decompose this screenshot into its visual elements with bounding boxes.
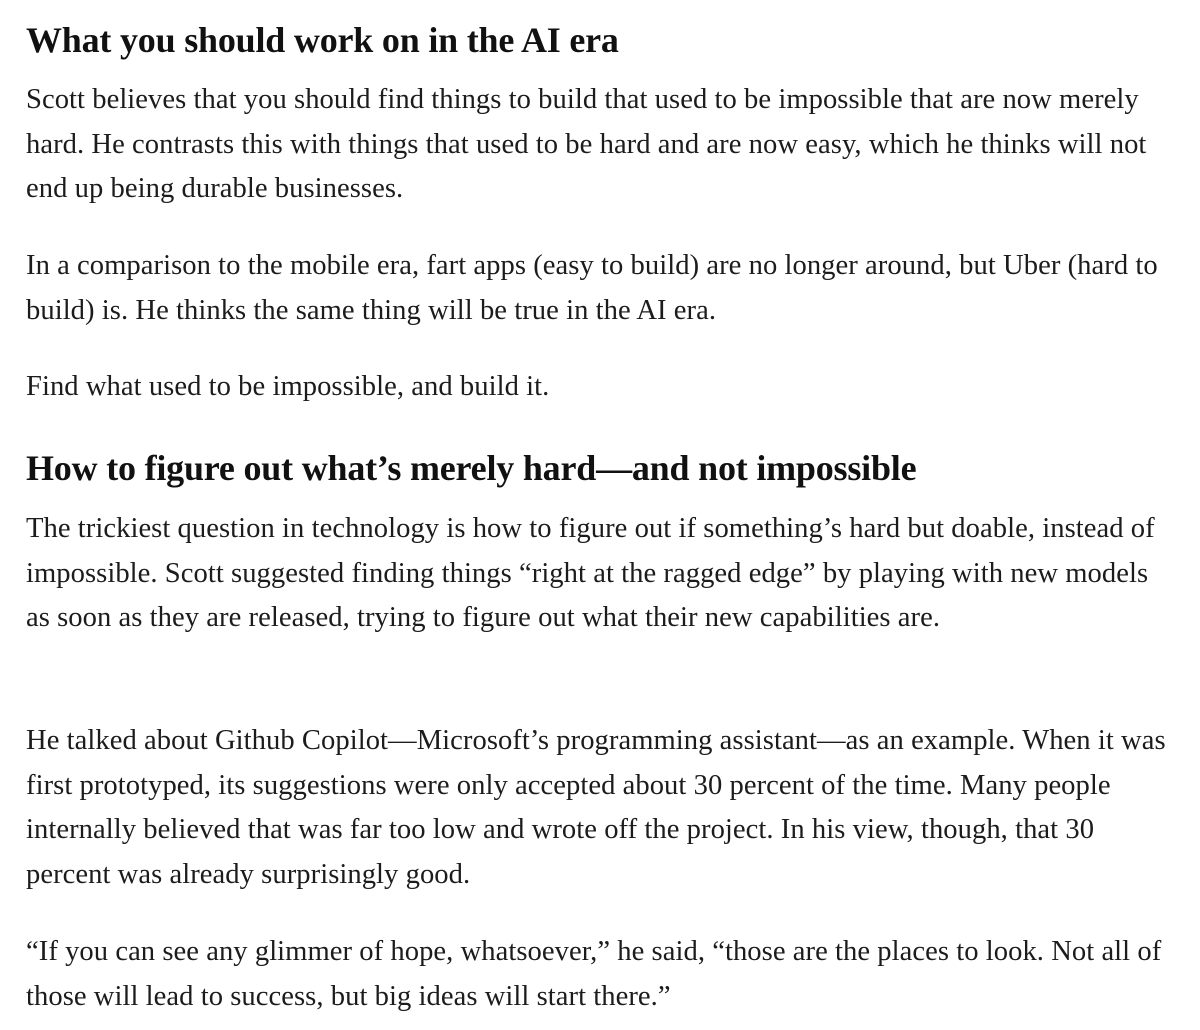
paragraph-glimmer-of-hope-quote: “If you can see any glimmer of hope, whatsoever,” he said, “those are the places to look. Not all of those will lead to success, but big ideas will start there.” xyxy=(26,936,1162,1012)
paragraph-find-impossible: Find what used to be impossible, and build it. xyxy=(26,371,550,402)
section-heading-work-on: What you should work on in the AI era xyxy=(26,20,619,60)
paragraph-github-copilot: He talked about Github Copilot—Microsoft’s programming assistant—as an example. When it was first prototyped, its suggestions were only accepted about 30 percent of the time. Many people internally believed that was far too low and wrote off the project. In his view, though, that 30 percent was already surprisingly good. xyxy=(26,725,1166,890)
paragraph-impossible-vs-hard: Scott believes that you should find things to build that used to be impossible that are now merely hard. He contrasts this with things that used to be hard and are now easy, which he thinks will not end up being durable businesses. xyxy=(26,84,1147,204)
paragraph-mobile-era-comparison: In a comparison to the mobile era, fart apps (easy to build) are no longer around, but Uber (hard to build) is. He thinks the same thing will be true in the AI era. xyxy=(26,250,1158,326)
section-heading-merely-hard: How to figure out what’s merely hard—and not impossible xyxy=(26,448,917,488)
paragraph-trickiest-question: The trickiest question in technology is how to figure out if something’s hard but doable, instead of impossible. Scott suggested finding things “right at the ragged edge” by playing with new models as soon as they are released, trying to figure out what their new capabilities are. xyxy=(26,513,1155,633)
